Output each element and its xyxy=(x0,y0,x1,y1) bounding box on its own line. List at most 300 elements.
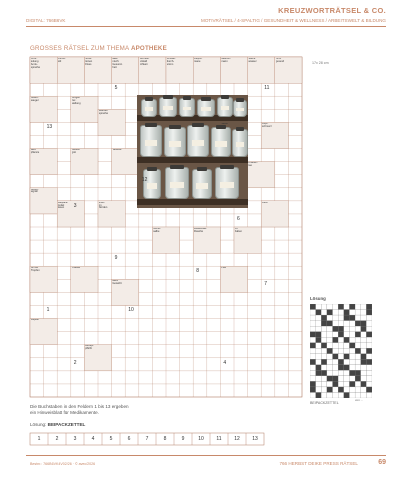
mini-cell xyxy=(338,365,344,371)
mini-cell xyxy=(310,315,316,321)
solution-cell-number: 9 xyxy=(181,436,185,442)
solution-number: 4 xyxy=(223,359,227,366)
solution-cell-number: 7 xyxy=(145,436,149,442)
mini-cell xyxy=(361,365,367,371)
mini-cell xyxy=(366,321,372,327)
clue-text: Klepto- mane xyxy=(194,57,203,63)
solution-cell-number: 1 xyxy=(37,436,41,442)
mini-cell xyxy=(344,332,350,338)
mini-cell xyxy=(321,370,327,376)
mini-cell xyxy=(316,376,322,382)
mini-cell xyxy=(344,315,350,321)
mini-cell xyxy=(349,348,355,354)
mini-cell xyxy=(310,370,316,376)
jar-lid xyxy=(197,167,208,171)
clue-text: Heil- pflanze xyxy=(30,149,40,155)
mini-cell xyxy=(321,304,327,310)
solution-number: 5 xyxy=(114,85,118,92)
apothecary-jar xyxy=(143,169,161,199)
mini-cell xyxy=(310,392,316,398)
apothecary-jar xyxy=(192,169,212,199)
mini-cell xyxy=(349,359,355,365)
mini-cell xyxy=(310,304,316,310)
clue-text: Drogen her- stellung xyxy=(71,97,81,105)
mini-cell xyxy=(338,348,344,354)
mini-cell xyxy=(361,310,367,316)
mini-cell xyxy=(310,354,316,360)
clue-text: Pflaster xyxy=(71,267,81,270)
mini-cell xyxy=(344,310,350,316)
mini-cell xyxy=(316,392,322,398)
apothecary-jar xyxy=(141,99,157,117)
mini-cell xyxy=(355,381,361,387)
mini-cell xyxy=(321,343,327,349)
mini-cell xyxy=(321,381,327,387)
jar-lid xyxy=(183,96,191,100)
mini-cell xyxy=(344,392,350,398)
mini-cell xyxy=(321,332,327,338)
mini-cell xyxy=(349,321,355,327)
mini-cell xyxy=(366,381,372,387)
mini-cell xyxy=(366,315,372,321)
mini-cell xyxy=(321,321,327,327)
mini-cell xyxy=(344,337,350,343)
mini-cell xyxy=(333,304,339,310)
mini-cell xyxy=(338,321,344,327)
clue-text: Kristall- durch- strom xyxy=(166,57,176,66)
mini-cell xyxy=(349,381,355,387)
mini-cell xyxy=(366,332,372,338)
mini-cell xyxy=(366,348,372,354)
mini-cell xyxy=(316,359,322,365)
mini-cell xyxy=(316,332,322,338)
mini-cell xyxy=(355,348,361,354)
mini-cell xyxy=(338,337,344,343)
jar-lid xyxy=(145,123,157,127)
clue-text: Tablette xyxy=(112,149,122,152)
mini-cell xyxy=(349,326,355,332)
mini-cell xyxy=(344,321,350,327)
mini-cell xyxy=(366,343,372,349)
mini-cell xyxy=(344,304,350,310)
mini-cell xyxy=(333,348,339,354)
apothecary-jar xyxy=(140,125,162,157)
jar-label xyxy=(183,107,192,111)
mini-cell xyxy=(344,381,350,387)
mini-cell xyxy=(344,343,350,349)
solution-cell-number: 3 xyxy=(73,436,77,442)
mini-cell xyxy=(344,365,350,371)
solution-cell-number: 5 xyxy=(109,436,113,442)
mini-cell xyxy=(361,354,367,360)
mini-cell xyxy=(321,354,327,360)
jar-label xyxy=(145,140,158,147)
apothecary-jar xyxy=(165,167,189,199)
mini-cell xyxy=(338,370,344,376)
solution-number: 2 xyxy=(73,359,77,366)
mini-cell xyxy=(349,337,355,343)
clue-text: Medizin- mann xyxy=(221,57,231,63)
jar-lid xyxy=(221,95,229,99)
clue-text: Jona- tionen Fluss xyxy=(85,57,93,66)
footer-code: Bestnr.: 766B6VK4V02/26 · © avec/2026 xyxy=(30,462,96,466)
mini-cell xyxy=(310,321,316,327)
mini-cell xyxy=(310,376,316,382)
mini-cell xyxy=(333,359,339,365)
mini-cell xyxy=(355,370,361,376)
clue-text: Wander sprache xyxy=(98,110,109,115)
clue-text: Schnee- kristall lichkeit xyxy=(139,57,150,66)
mini-cell xyxy=(316,337,322,343)
apothecary-jar xyxy=(215,167,239,199)
clue-text: Kunst- stil xyxy=(58,57,66,63)
clue-text: Rezept pflicht xyxy=(85,345,94,351)
mini-cell xyxy=(366,354,372,360)
mini-cell xyxy=(366,376,372,382)
mini-cell xyxy=(349,315,355,321)
digital-code: DIGITAL: 766B6VK xyxy=(26,18,66,23)
mini-cell xyxy=(321,387,327,393)
jar-lid xyxy=(145,97,153,101)
mini-cell xyxy=(344,387,350,393)
jar-lid xyxy=(170,165,183,169)
mini-cell xyxy=(338,304,344,310)
mini-cell xyxy=(355,321,361,327)
mini-cell xyxy=(316,315,322,321)
mini-cell xyxy=(349,370,355,376)
clue-text: Staub- sauger xyxy=(30,97,39,102)
solution-number: 12 xyxy=(141,176,148,183)
mini-cell xyxy=(333,343,339,349)
mini-cell xyxy=(316,387,322,393)
mini-cell xyxy=(349,365,355,371)
clue-text: Wund- salbe xyxy=(153,227,161,233)
mini-cell xyxy=(355,343,361,349)
clue-text: Salbe xyxy=(221,123,228,126)
mini-cell xyxy=(361,370,367,376)
mini-cell xyxy=(321,310,327,316)
mini-cell xyxy=(321,392,327,398)
mini-cell xyxy=(361,326,367,332)
mini-cell xyxy=(327,348,333,354)
solution-cell-number: 2 xyxy=(55,436,59,442)
mini-cell xyxy=(338,392,344,398)
clue-text: Insel im Norden xyxy=(98,201,108,210)
mini-cell xyxy=(338,387,344,393)
mini-cell xyxy=(344,326,350,332)
mini-cell xyxy=(344,370,350,376)
mini-cell xyxy=(338,315,344,321)
mini-cell xyxy=(316,365,322,371)
mini-cell xyxy=(355,354,361,360)
mini-cell xyxy=(310,332,316,338)
clue-text: Kopf- schmerz xyxy=(262,123,272,129)
mini-cell xyxy=(366,365,372,371)
mini-cell xyxy=(333,376,339,382)
clue-text: Keim xyxy=(262,201,268,204)
mini-cell xyxy=(321,365,327,371)
mini-cell xyxy=(366,326,372,332)
instruction-line: ein Hinweisblatt für Medikamente. xyxy=(30,410,99,416)
solution-cell-number: 4 xyxy=(91,436,95,442)
mini-cell xyxy=(361,337,367,343)
mini-cell xyxy=(316,321,322,327)
mini-cell xyxy=(366,370,372,376)
mini-cell xyxy=(366,387,372,393)
clue-text: zu haben xyxy=(234,227,243,233)
mini-cell xyxy=(333,354,339,360)
mini-cell xyxy=(327,304,333,310)
mini-cell xyxy=(316,310,322,316)
mini-cell xyxy=(327,365,333,371)
footer-rule xyxy=(26,455,386,456)
mini-cell xyxy=(355,387,361,393)
mini-cell xyxy=(333,392,339,398)
mini-cell xyxy=(310,343,316,349)
mini-cell xyxy=(333,365,339,371)
puzzle-title: GROSSES RÄTSEL ZUM THEMA APOTHEKE xyxy=(30,45,167,52)
jar-label xyxy=(147,183,157,189)
mini-cell xyxy=(344,348,350,354)
solution-line: Lösung: BEIPACKZETTEL xyxy=(30,422,86,427)
mini-cell xyxy=(338,359,344,365)
mini-cell xyxy=(338,332,344,338)
mini-cell xyxy=(327,359,333,365)
mini-cell xyxy=(321,359,327,365)
solution-cell-number: 10 xyxy=(198,436,204,442)
mini-cell xyxy=(310,326,316,332)
mini-cell xyxy=(327,376,333,382)
mini-cell xyxy=(349,354,355,360)
mini-cell xyxy=(327,343,333,349)
mini-cell xyxy=(349,387,355,393)
mini-cell xyxy=(366,392,372,398)
mini-cell xyxy=(310,387,316,393)
jar-label xyxy=(169,141,182,147)
mini-cell xyxy=(355,376,361,382)
jar-lid xyxy=(147,167,157,171)
mini-cell xyxy=(361,332,367,338)
mini-cell xyxy=(355,304,361,310)
mini-cell xyxy=(333,315,339,321)
mini-cell xyxy=(327,310,333,316)
mini-cell xyxy=(338,381,344,387)
jar-label xyxy=(220,182,234,189)
mini-cell xyxy=(333,332,339,338)
footer-title: 766 HERBST DEIKE PRESS RÄTSEL xyxy=(279,461,358,466)
mini-cell xyxy=(355,310,361,316)
mini-cell xyxy=(366,310,372,316)
clue-text: altes Gewicht xyxy=(112,280,122,285)
mini-cell xyxy=(316,348,322,354)
jar-lid xyxy=(192,123,204,127)
mini-cell xyxy=(361,321,367,327)
mini-cell xyxy=(355,337,361,343)
mini-solution-caption: BEIPACKZETTEL xyxy=(310,401,339,405)
mini-cell xyxy=(327,315,333,321)
jar-lid xyxy=(201,97,211,101)
mini-cell xyxy=(316,370,322,376)
mini-solution-grid xyxy=(310,304,372,398)
shelf xyxy=(137,157,248,163)
mini-cell xyxy=(333,381,339,387)
jar-label xyxy=(201,107,211,111)
solution-number: 9 xyxy=(114,255,118,262)
mini-cell xyxy=(310,310,316,316)
mini-cell xyxy=(327,337,333,343)
mini-cell xyxy=(310,348,316,354)
mini-cell xyxy=(316,304,322,310)
solution-cell-number: 8 xyxy=(163,436,167,442)
jar-label xyxy=(221,106,230,110)
mini-cell xyxy=(344,359,350,365)
clue-text: Kapsel xyxy=(30,319,39,322)
mini-cell xyxy=(366,337,372,343)
mini-cell xyxy=(355,326,361,332)
mini-cell xyxy=(338,376,344,382)
mini-cell xyxy=(338,343,344,349)
clue-text: latei- nisch: Gesund- heit xyxy=(112,57,123,69)
mini-cell xyxy=(316,343,322,349)
mini-cell xyxy=(327,392,333,398)
solution-number: 10 xyxy=(128,307,134,314)
jar-label xyxy=(192,140,205,147)
section-title: KREUZWORTRÄTSEL & CO. xyxy=(278,6,386,15)
mini-cell xyxy=(327,387,333,393)
solution-number: 11 xyxy=(264,85,270,92)
mini-cell xyxy=(361,381,367,387)
solution-number: 3 xyxy=(73,202,77,209)
mini-cell xyxy=(333,326,339,332)
instruction-line: Die Buchstaben in den Feldern 1 bis 13 ergeben xyxy=(30,404,129,409)
mini-cell xyxy=(349,343,355,349)
mini-cell xyxy=(321,337,327,343)
solution-cell-number: 12 xyxy=(234,436,240,442)
mini-cell xyxy=(327,332,333,338)
mini-cell xyxy=(361,376,367,382)
clue-text: Arznei Tropfen xyxy=(30,267,40,272)
corner-note: von ... xyxy=(355,398,364,402)
mini-cell xyxy=(316,381,322,387)
size-note: 17x 28 cm xyxy=(312,61,329,65)
mini-cell xyxy=(361,304,367,310)
mini-cell xyxy=(327,354,333,360)
mini-cell xyxy=(321,348,327,354)
mini-cell xyxy=(349,332,355,338)
solution-number: 13 xyxy=(46,124,53,131)
mini-cell xyxy=(316,326,322,332)
mini-cell xyxy=(366,304,372,310)
page-number: 69 xyxy=(378,459,386,466)
clue-text: Säure wasser xyxy=(248,57,257,63)
apothecary-jar xyxy=(164,127,186,157)
mini-cell xyxy=(344,354,350,360)
mini-cell xyxy=(327,321,333,327)
instruction-text xyxy=(30,404,129,417)
apothecary-jar xyxy=(187,125,209,157)
mini-cell xyxy=(338,326,344,332)
apothecary-jar xyxy=(217,97,233,117)
mini-cell xyxy=(321,326,327,332)
jar-lid xyxy=(163,95,173,99)
mini-cell xyxy=(349,304,355,310)
category-line: MOTIVRÄTSEL / 4-SPALTIG / GESUNDHEIT & WELLNESS / ARBEITSWELT & BILDUNG xyxy=(201,18,386,23)
clue-text: Kräuter- tee xyxy=(248,162,258,168)
jar-label xyxy=(196,183,208,189)
mini-cell xyxy=(361,387,367,393)
solution-number: 7 xyxy=(264,281,267,288)
mini-cell xyxy=(327,326,333,332)
mini-cell xyxy=(349,310,355,316)
mini-cell xyxy=(321,376,327,382)
jar-label xyxy=(163,106,173,110)
mini-cell xyxy=(310,365,316,371)
mini-cell xyxy=(361,315,367,321)
apothecary-jar xyxy=(159,97,177,117)
jar-lid xyxy=(169,125,181,129)
mini-cell xyxy=(327,370,333,376)
clue-text: Beipack- zettel lesen xyxy=(58,201,69,210)
mini-cell xyxy=(349,376,355,382)
mini-cell xyxy=(333,321,339,327)
mini-cell xyxy=(355,359,361,365)
mini-cell xyxy=(366,359,372,365)
clue-text: nicht gesund xyxy=(275,57,285,63)
mini-cell xyxy=(310,337,316,343)
mini-cell xyxy=(355,315,361,321)
solution-number: 1 xyxy=(46,307,50,314)
mini-cell xyxy=(310,381,316,387)
solution-cell-number: 11 xyxy=(216,436,222,442)
apothecary-jar xyxy=(233,100,247,117)
solution-cell-number: 6 xyxy=(127,436,131,442)
mini-cell xyxy=(333,337,339,343)
mini-cell xyxy=(355,332,361,338)
mini-cell xyxy=(321,315,327,321)
jar-lid xyxy=(236,98,243,102)
mini-cell xyxy=(338,310,344,316)
solution-number: 6 xyxy=(237,215,240,222)
mini-solution-label: Lösung xyxy=(310,296,326,301)
apothecary-jar xyxy=(179,98,195,117)
clue-text: Pille xyxy=(221,267,227,270)
mini-cell xyxy=(333,310,339,316)
mini-cell xyxy=(310,359,316,365)
mini-cell xyxy=(316,354,322,360)
mini-cell xyxy=(333,387,339,393)
jar-label xyxy=(236,108,244,111)
mini-cell xyxy=(361,348,367,354)
mini-cell xyxy=(361,359,367,365)
pharmacy-jars-photo xyxy=(137,95,248,208)
apothecary-jar xyxy=(197,99,215,117)
mini-cell xyxy=(327,381,333,387)
jar-lid xyxy=(220,165,233,169)
solution-number: 8 xyxy=(196,268,199,275)
mini-cell xyxy=(361,343,367,349)
mini-cell xyxy=(338,354,344,360)
jar-label xyxy=(145,107,154,111)
clue-text: Stopp- signal xyxy=(30,188,39,194)
mini-cell xyxy=(355,365,361,371)
clue-text: Hustensaft Flasche xyxy=(194,227,207,233)
solution-cell-number: 13 xyxy=(252,436,258,442)
clue-text: Liebes- gott xyxy=(71,149,81,155)
shelf xyxy=(137,199,248,205)
mini-cell xyxy=(344,376,350,382)
jar-label xyxy=(170,182,184,189)
clue-text: Chor- leitung Amts- sprache xyxy=(30,57,41,69)
